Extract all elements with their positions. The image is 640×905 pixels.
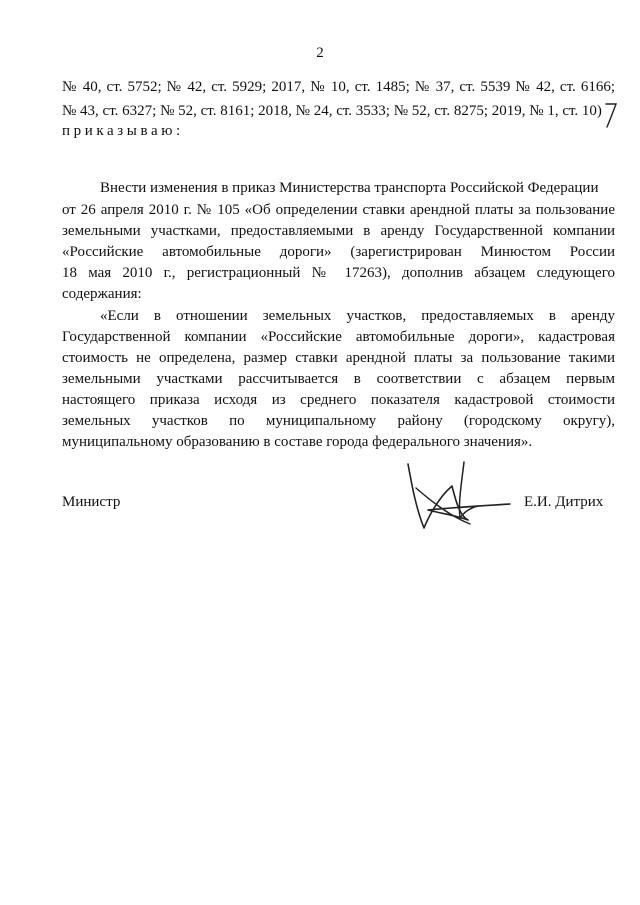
body-line-1: Внести изменения в приказ Министерства транспорта Российской Федерации (100, 180, 599, 196)
body-line-11: настоящего приказа исходя из среднего показателя кадастровой стоимости (62, 392, 615, 408)
body-line-3: земельными участками, предоставляемыми в аренду Государственной компании (62, 223, 615, 239)
body-line-5: 18 мая 2010 г., регистрационный № 17263), дополнив абзацем следующего (62, 265, 615, 281)
handwritten-mark-icon (603, 100, 619, 130)
signer-name: Е.И. Дитрих (524, 494, 604, 510)
body-line-8: Государственной компании «Российские автомобильные дороги», кадастровая (62, 329, 615, 345)
body-line-10: земельными участками рассчитывается в соответствии с абзацем первым (62, 371, 615, 387)
preamble-line-1: № 40, ст. 5752; № 42, ст. 5929; 2017, № 10, ст. 1485; № 37, ст. 5539 № 42, ст. 6166; (62, 79, 615, 95)
body-line-7: «Если в отношении земельных участков, предоставляемых в аренду (100, 308, 615, 324)
body-line-2: от 26 апреля 2010 г. № 105 «Об определении ставки арендной платы за пользование (62, 202, 615, 218)
signer-role: Министр (62, 494, 121, 510)
preamble-line-2: № 43, ст. 6327; № 52, ст. 8161; 2018, № 24, ст. 3533; № 52, ст. 8275; 2019, № 1, ст. 10) (62, 103, 602, 119)
page-number: 2 (316, 45, 324, 61)
body-line-6: содержания: (62, 286, 142, 302)
body-line-12: земельных участков по муниципальному району (городскому округу), (62, 413, 615, 429)
signature-icon (398, 458, 518, 538)
body-line-13: муниципальному образованию в составе города федерального значения». (62, 434, 533, 450)
body-line-9: стоимость не определена, размер ставки арендной платы за пользование такими (62, 350, 615, 366)
body-line-4: «Российские автомобильные дороги» (зарегистрирован Минюстом России (62, 244, 615, 260)
order-word: приказываю: (62, 123, 184, 139)
